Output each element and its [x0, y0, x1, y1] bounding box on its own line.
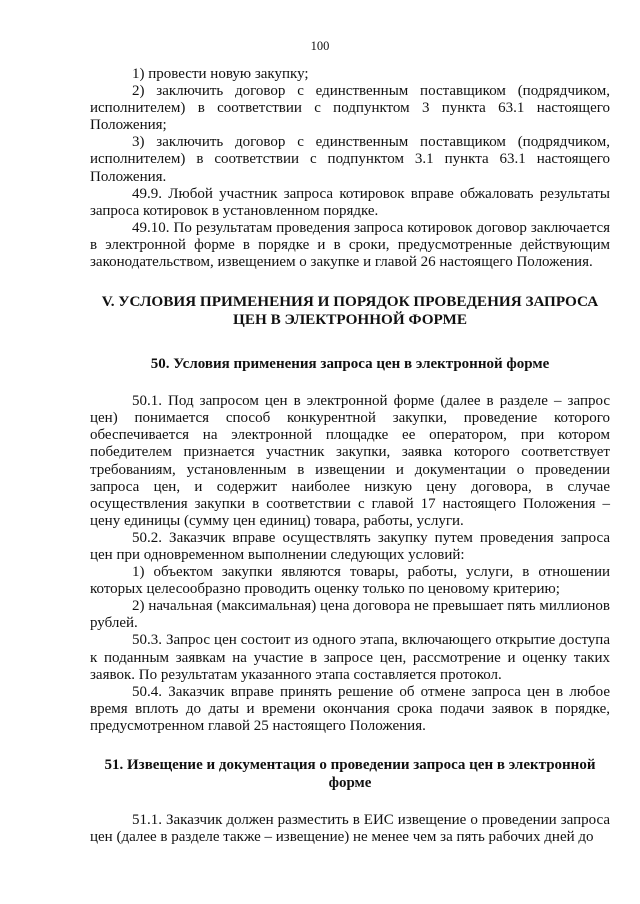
paragraph: 50.2. Заказчик вправе осуществлять закупку путем проведения запроса цен при одновременном выполнении следующих условий:	[90, 529, 610, 563]
document-body	[90, 66, 610, 846]
paragraph: 3) заключить договор с единственным поставщиком (подрядчиком, исполнителем) в соответствии с подпунктом 3.1 пункта 63.1 настоящего Положения.	[90, 134, 610, 185]
paragraph: 50.3. Запрос цен состоит из одного этапа, включающего открытие доступа к поданным заявкам на участие в запросе цен, рассмотрение и оценку таких заявок. По результатам указанного этапа составляется протокол.	[90, 632, 610, 683]
chapter-heading: 51. Извещение и документация о проведении запроса цен в электронной форме	[104, 757, 596, 791]
paragraph: 50.4. Заказчик вправе принять решение об отмене запроса цен в любое время вплоть до даты и времени окончания срока подачи заявок в порядке, предусмотренном главой 25 настоящего Положения.	[90, 683, 610, 734]
paragraph: 2) начальная (максимальная) цена договора не превышает пять миллионов рублей.	[90, 598, 610, 632]
paragraph: 51.1. Заказчик должен разместить в ЕИС извещение о проведении запроса цен (далее в разделе также – извещение) не менее чем за пять рабочих дней до	[90, 812, 610, 846]
paragraph: 1) объектом закупки являются товары, работы, услуги, в отношении которых целесообразно проводить оценку только по ценовому критерию;	[90, 564, 610, 598]
chapter-heading: 50. Условия применения запроса цен в электронной форме	[150, 356, 550, 373]
paragraph: 2) заключить договор с единственным поставщиком (подрядчиком, исполнителем) в соответствии с подпунктом 3 пункта 63.1 настоящего Положения;	[90, 83, 610, 134]
paragraph: 49.9. Любой участник запроса котировок вправе обжаловать результаты запроса котировок в установленном порядке.	[90, 185, 610, 219]
section-heading: V. УСЛОВИЯ ПРИМЕНЕНИЯ И ПОРЯДОК ПРОВЕДЕНИЯ ЗАПРОСА ЦЕН В ЭЛЕКТРОННОЙ ФОРМЕ	[101, 293, 599, 329]
paragraph: 1) провести новую закупку;	[132, 66, 309, 82]
paragraph: 49.10. По результатам проведения запроса котировок договор заключается в электронной форме в порядке и в сроки, предусмотренные действующим законодательством, извещением о закупке и главой 26 настоящего Положения.	[90, 219, 610, 271]
page-number: 100	[310, 39, 330, 53]
paragraph: 50.1. Под запросом цен в электронной форме (далее в разделе – запрос цен) понимается способ конкурентной закупки, проведение которого обеспечивается на электронной площадке ее оператором, при котором победителем признается участник закупки, заявка которого соответствует требованиям, установленным в извещении и документации о проведении запроса цен, и содержит наиболее низкую цену договора, в случае осуществления закупки в соответствии с главой 17 настоящего Положения – цену единицы (сумму цен единиц) товара, работы, услуги.	[90, 393, 610, 529]
